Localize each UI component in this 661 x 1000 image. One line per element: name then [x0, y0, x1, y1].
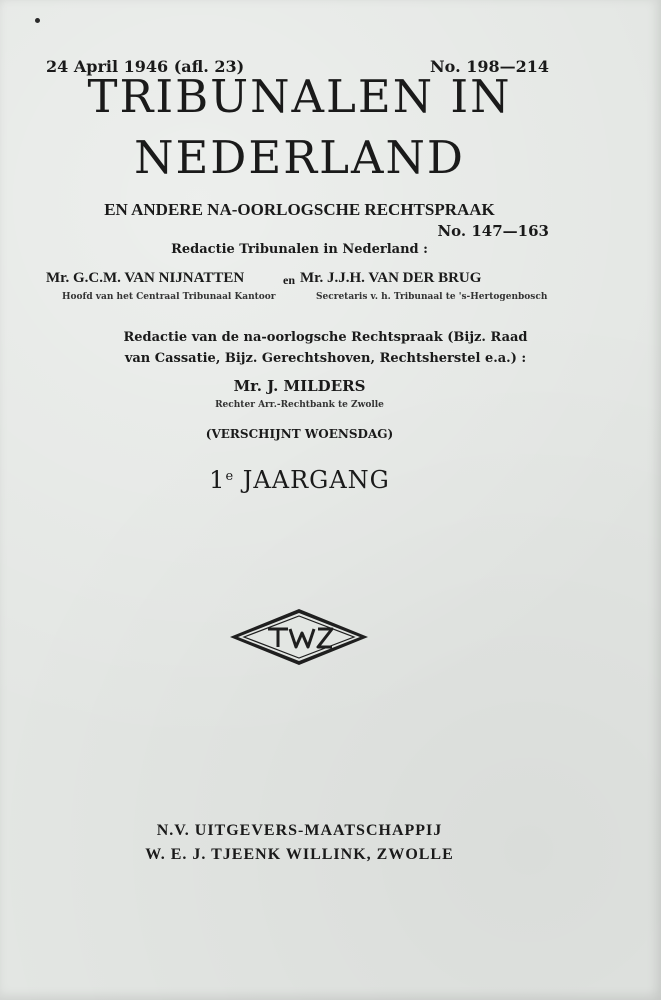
- redactie-rechtspraak: [100, 327, 551, 369]
- redactie-rechtspraak-line-1: Redactie van de na-oorlogsche Rechtspraak (Bijz. Raad: [123, 330, 528, 345]
- volume: [48, 466, 551, 494]
- publication-frequency: (VERSCHIJNT WOENSDAG): [205, 427, 394, 441]
- editor-2-role: Secretaris v. h. Tribunaal te 's-Hertogenbosch: [316, 292, 548, 302]
- editor-1-name: Mr. G.C.M. VAN NIJNATTEN: [46, 270, 245, 286]
- editor-3-name: Mr. J. MILDERS: [233, 377, 366, 395]
- subtitle: EN ANDERE NA-OORLOGSCHE RECHTSPRAAK: [104, 200, 495, 219]
- issue-number: No. 198—214: [430, 57, 549, 76]
- title-line-1: TRIBUNALEN IN: [87, 70, 512, 123]
- ink-dot: [35, 18, 40, 23]
- volume-suffix: e: [225, 469, 235, 484]
- publisher-logo-icon: [228, 607, 370, 667]
- publisher-line-1: N.V. UITGEVERS-MAATSCHAPPIJ: [156, 822, 443, 839]
- issue-date: 24 April 1946 (afl. 23): [46, 57, 245, 76]
- volume-number: 1: [209, 466, 226, 494]
- redactie-tribunalen-label: Redactie Tribunalen in Nederland :: [171, 242, 428, 257]
- redactie-rechtspraak-line-2: van Cassatie, Bijz. Gerechtshoven, Rechtsherstel e.a.) :: [124, 351, 527, 366]
- editor-3-role: Rechter Arr.-Rechtbank te Zwolle: [215, 400, 384, 410]
- title-line-2: NEDERLAND: [134, 131, 465, 184]
- subtitle-number: No. 147—163: [437, 222, 549, 240]
- publisher-line-2: W. E. J. TJEENK WILLINK, ZWOLLE: [145, 846, 454, 863]
- editor-connector: en: [283, 273, 295, 287]
- editor-1-role: Hoofd van het Centraal Tribunaal Kantoor: [62, 292, 276, 302]
- editor-2-name: Mr. J.J.H. VAN DER BRUG: [300, 270, 482, 286]
- volume-label: JAARGANG: [242, 466, 390, 494]
